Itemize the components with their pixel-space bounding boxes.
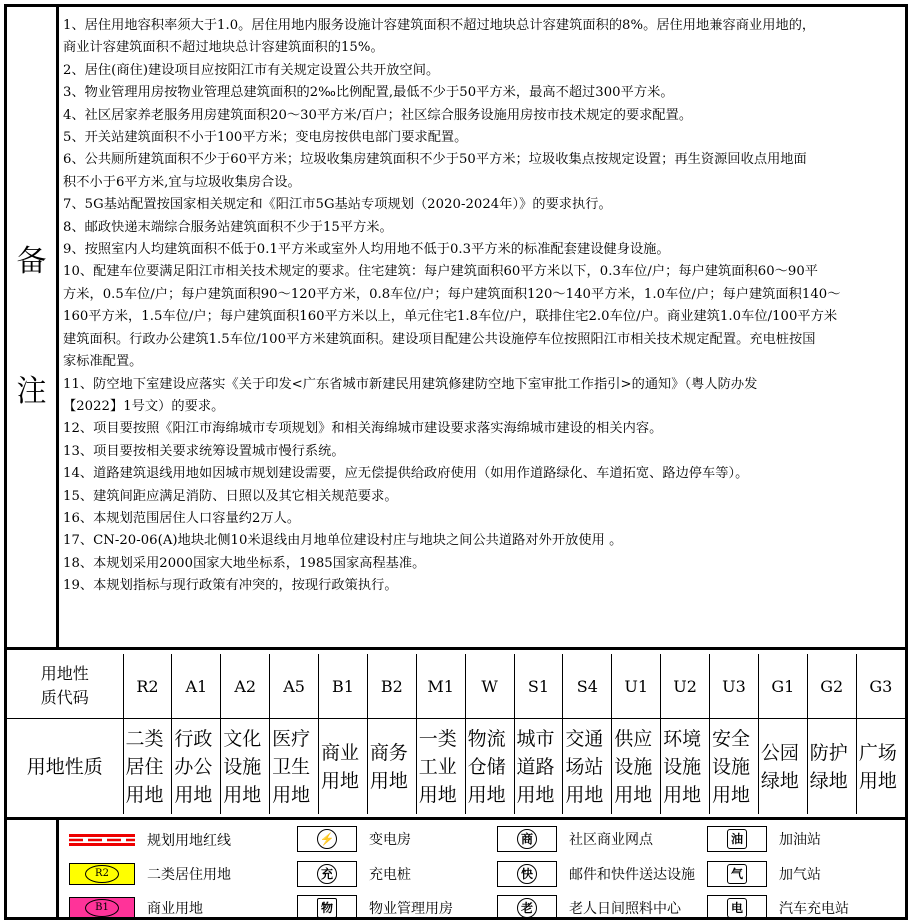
land-name-cell <box>416 719 465 814</box>
land-name-cell <box>465 719 514 814</box>
land-name-cell <box>172 719 221 814</box>
land-code-cell: S4 <box>563 654 612 719</box>
legend-label: 二类居住用地 <box>147 867 231 883</box>
legend-label-column <box>7 820 59 920</box>
land-use-table <box>7 654 905 820</box>
legend-item-charging-pile <box>297 862 411 886</box>
legend-symbol-text: 充 <box>317 864 337 884</box>
land-name-cell <box>514 719 563 814</box>
legend-label: 变电房 <box>369 832 411 848</box>
land-name-text: 行政办公用地 <box>174 727 213 806</box>
land-name-text: 医疗卫生用地 <box>272 727 311 806</box>
legend-symbol-text: 物 <box>317 898 337 918</box>
land-code-cell: W <box>465 654 514 719</box>
land-name-cell <box>710 719 759 814</box>
legend-label: 加气站 <box>779 867 821 883</box>
legend-label: 物业管理用房 <box>369 901 453 917</box>
notes-label <box>7 7 59 647</box>
red-dashed-line-icon <box>69 834 135 846</box>
header-code-line2: 质代码 <box>40 688 89 708</box>
note-line: 方米，0.5车位/户；每户建筑面积90～120平方米，0.8车位/户；每户建筑面积120～140平方米，1.0车位/户；每户建筑面积140～ <box>63 286 841 302</box>
land-code-cell: A1 <box>172 654 221 719</box>
header-code-line1: 用地性 <box>40 664 89 684</box>
planning-notes-sheet <box>4 4 908 920</box>
land-name-cell <box>612 719 661 814</box>
name-row <box>7 719 905 814</box>
land-name-text: 供应设施用地 <box>614 727 653 806</box>
notes-label-top: 备 <box>16 244 47 279</box>
land-name-cell <box>123 719 172 814</box>
legend-symbol-text: 电 <box>727 898 747 918</box>
note-line: 5、开关站建筑面积不小于100平方米；变电房按供电部门要求配置。 <box>63 130 468 146</box>
land-name-text: 城市道路用地 <box>516 727 555 806</box>
land-name-text: 商业用地 <box>320 741 359 792</box>
land-code-cell: A5 <box>270 654 319 719</box>
land-name-text: 安全设施用地 <box>711 727 750 806</box>
legend-item-substation <box>297 827 411 851</box>
legend-label: 社区商业网点 <box>569 832 653 848</box>
gas-station-icon <box>707 826 767 852</box>
land-code-cell: G1 <box>758 654 807 719</box>
land-name-text: 二类居住用地 <box>125 727 164 806</box>
legend-item-community-commerce <box>497 827 653 851</box>
land-code-cell: U2 <box>661 654 710 719</box>
notes-section <box>7 7 905 650</box>
legend-item-property-mgmt <box>297 896 453 920</box>
legend-label: 加油站 <box>779 832 821 848</box>
community-commerce-icon <box>497 826 557 852</box>
header-code-cell <box>7 654 123 719</box>
legend-symbol-text: B1 <box>85 899 119 917</box>
legend-symbol-text: 快 <box>517 864 537 884</box>
legend-symbol-text: 商 <box>517 829 537 849</box>
land-name-text: 公园绿地 <box>760 741 799 792</box>
legend-label: 规划用地红线 <box>147 833 231 849</box>
legend-symbol-text: R2 <box>85 865 119 883</box>
land-name-cell <box>807 719 856 814</box>
note-line: 3、物业管理用房按物业管理总建筑面积的2‰比例配置,最低不少于50平方米，最高不超过300平方米。 <box>63 85 674 101</box>
legend-item-redline <box>69 828 231 852</box>
land-code-cell: B2 <box>367 654 416 719</box>
land-name-text: 文化设施用地 <box>223 727 262 806</box>
land-code-cell: G2 <box>807 654 856 719</box>
note-line: 17、CN-20-06(A)地块北侧10米退线由月地单位建设村庄与地块之间公共道路对外开放使用 。 <box>63 533 623 549</box>
code-row <box>7 654 905 719</box>
note-line: 8、邮政快递末端综合服务站建筑面积不少于15平方米。 <box>63 219 393 235</box>
note-line: 4、社区居家养老服务用房建筑面积20～30平方米/百户；社区综合服务设施用房按市技术规定的要求配置。 <box>63 107 693 123</box>
note-line: 10、配建车位要满足阳江市相关技术规定的要求。住宅建筑：每户建筑面积60平方米以下，0.3车位/户；每户建筑面积60～90平 <box>63 264 819 280</box>
note-line: 9、按照室内人均建筑面积不低于0.1平方米或室外人均用地不低于0.3平方米的标准配套建设健身设施。 <box>63 242 670 258</box>
land-code-cell: S1 <box>514 654 563 719</box>
land-name-text: 防护绿地 <box>809 741 848 792</box>
legend-symbol-text: 油 <box>727 829 747 849</box>
substation-icon <box>297 826 357 852</box>
land-name-cell <box>367 719 416 814</box>
land-name-text: 商务用地 <box>369 741 408 792</box>
note-line: 11、防空地下室建设应落实《关于印发<广东省城市新建民用建筑修建防空地下室审批工作指引>的通知》（粤人防办发 <box>63 376 758 392</box>
note-line: 14、道路建筑退线用地如因城市规划建设需要，应无偿提供给政府使用（如用作道路绿化、车道拓宽、路边停车等）。 <box>63 466 749 482</box>
note-line: 16、本规划范围居住人口容量约2万人。 <box>63 510 301 526</box>
legend-symbol-text: ⚡ <box>317 829 337 849</box>
note-line: 13、项目要按相关要求统筹设置城市慢行系统。 <box>63 443 345 459</box>
legend-symbol-text: 老 <box>517 898 537 918</box>
land-code-cell: G3 <box>856 654 905 719</box>
note-line: 6、公共厕所建筑面积不少于60平方米；垃圾收集房建筑面积不少于50平方米；垃圾收集点按规定设置；再生资源回收点用地面 <box>63 152 807 168</box>
land-name-text: 环境设施用地 <box>663 727 702 806</box>
land-name-cell <box>319 719 368 814</box>
residential-swatch-icon <box>69 863 135 885</box>
legend-item-b1 <box>69 896 203 920</box>
land-code-cell: M1 <box>416 654 465 719</box>
note-line: 160平方米，1.5车位/户；每户建筑面积160平方米以上，单元住宅1.8车位/户，联排住宅2.0车位/户。商业建筑1.0车位/100平方米 <box>63 309 838 325</box>
legend-section <box>7 820 905 920</box>
land-name-text: 物流仓储用地 <box>467 727 506 806</box>
land-code-cell: A2 <box>221 654 270 719</box>
legend-label: 汽车充电站 <box>779 901 849 917</box>
note-line: 【2022】1号文）的要求。 <box>63 398 225 414</box>
land-name-text: 交通场站用地 <box>565 727 604 806</box>
legend-label: 充电桩 <box>369 867 411 883</box>
note-line: 15、建筑间距应满足消防、日照以及其它相关规范要求。 <box>63 488 398 504</box>
land-code-cell: U1 <box>612 654 661 719</box>
note-line: 商业计容建筑面积不超过地块总计容建筑面积的15%。 <box>63 40 384 56</box>
legend-item-cng-station <box>707 862 821 886</box>
land-code-cell: U3 <box>710 654 759 719</box>
note-line: 建筑面积。行政办公建筑1.5车位/100平方米建筑面积。建设项目配建公共设施停车位按照阳江市相关技术规定配置。充电桩按国 <box>63 331 816 347</box>
commercial-swatch-icon <box>69 897 135 919</box>
land-name-cell <box>856 719 905 814</box>
note-line: 19、本规划指标与现行政策有冲突的，按现行政策执行。 <box>63 578 398 594</box>
note-line: 积不小于6平方米,宜与垃圾收集房合设。 <box>63 174 301 190</box>
notes-list <box>63 15 899 598</box>
land-code-cell: B1 <box>319 654 368 719</box>
note-line: 1、居住用地容积率须大于1.0。居住用地内服务设施计容建筑面积不超过地块总计容建筑面积的8%。居住用地兼容商业用地的， <box>63 18 816 33</box>
note-line: 家标准配置。 <box>63 354 143 370</box>
note-line: 2、居住(商住)建设项目应按阳江市有关规定设置公共开放空间。 <box>63 62 440 78</box>
land-name-cell <box>758 719 807 814</box>
land-name-text: 广场用地 <box>858 741 897 792</box>
legend-label: 商业用地 <box>147 901 203 917</box>
express-delivery-icon <box>497 861 557 887</box>
header-name-line1: 用地性质 <box>26 755 103 778</box>
legend-item-gas-station <box>707 827 821 851</box>
land-name-cell <box>270 719 319 814</box>
charging-pile-icon <box>297 861 357 887</box>
legend-item-elderly <box>497 896 681 920</box>
elderly-care-icon <box>497 895 557 920</box>
legend-label: 老人日间照料中心 <box>569 901 681 917</box>
land-name-cell <box>661 719 710 814</box>
land-name-cell <box>563 719 612 814</box>
gas-refill-station-icon <box>707 861 767 887</box>
property-management-icon <box>297 895 357 920</box>
legend-symbol-text: 气 <box>727 864 747 884</box>
note-line: 12、项目要按照《阳江市海绵城市专项规划》和相关海绵城市建设要求落实海绵城市建设的相关内容。 <box>63 421 663 437</box>
note-line: 7、5G基站配置按国家相关规定和《阳江市5G基站专项规划（2020-2024年）》的要求执行。 <box>63 197 612 213</box>
land-code-cell: R2 <box>123 654 172 719</box>
legend-item-ev-station <box>707 896 849 920</box>
note-line: 18、本规划采用2000国家大地坐标系，1985国家高程基准。 <box>63 555 426 571</box>
land-name-cell <box>221 719 270 814</box>
legend-item-express <box>497 862 695 886</box>
ev-charging-station-icon <box>707 895 767 920</box>
header-name-cell <box>7 719 123 814</box>
legend-item-r2 <box>69 862 231 886</box>
notes-label-bottom: 注 <box>16 374 47 409</box>
legend-label: 邮件和快件送达设施 <box>569 867 695 883</box>
land-name-text: 一类工业用地 <box>418 727 457 806</box>
